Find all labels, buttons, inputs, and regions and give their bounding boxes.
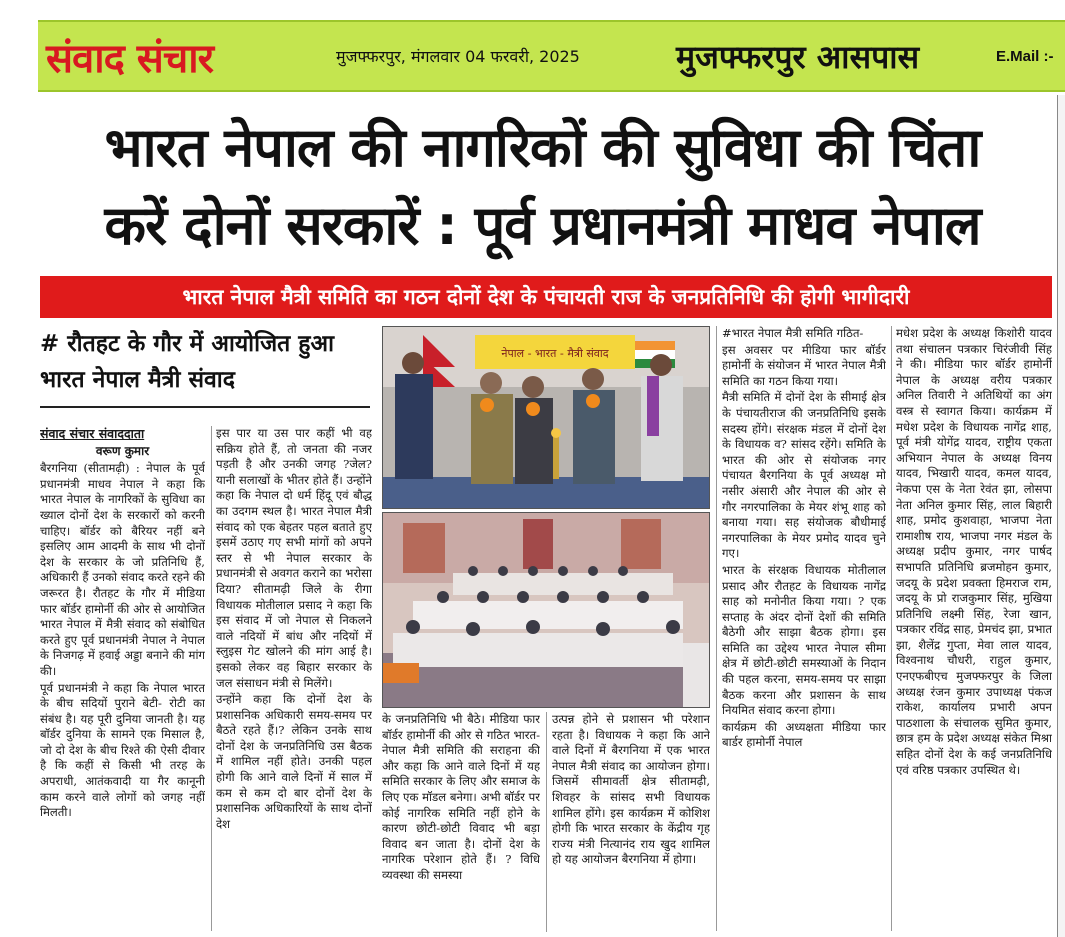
red-banner-text: भारत नेपाल मैत्री समिति का गठन दोनों देश के पंचायती राज के जनप्रतिनिधि की होगी भागीदारी [182,285,910,309]
photo-lamp-lighting-image [383,327,710,509]
headline-line-2: करें दोनों सरकारें : पूर्व प्रधानमंत्री माधव नेपाल [104,194,981,257]
paragraph: इस पार या उस पार कहीं भी वह सक्रिय होते हैं, तो जनता की नजर पड़ती है और उनकी जगह ?जेल? यानी सलाखों के भीतर होते हैं। उन्होंने कहा कि नेपाल दो धर्म हिंदू एवं बौद्ध का उदगम स्थल है। भारत नेपाल मैत्री संवाद को एक बेहतर पहल बताते हुए इसमें उठाए गए सभी मांगों को अपने स्तर से भी नेपाल सरकार के प्रधानमंत्री से अवगत कराने का भरोसा दिया? सीतामढ़ी जिले के रीगा विधायक मोतीलाल प्रसाद ने कहा कि इस संवाद में जो नेपाल से निकलने वाले नदियों में बांध और नदियों में स्लुइस गेट खोलने की मांग आई है। इसको लेकर वह बिहार सरकार के जल संसाधन मंत्री से मिलेंगे। [216,426,372,690]
red-subheadline-banner [40,276,1052,318]
column-divider [546,712,547,932]
article-column-4 [552,712,710,934]
adjacent-page-edge [1057,95,1065,937]
article-subhead: # रौतहट के गौर में आयोजित हुआ भारत नेपाल मैत्री संवाद [40,331,334,393]
photo-audience [382,512,710,708]
article-column-3 [382,712,540,934]
photo-lamp-lighting [382,326,710,509]
photo-audience-image [383,513,710,708]
paragraph: उत्पन्न होने से प्रशासन भी परेशान रहता है। विधायक ने कहा कि आने वाले दिनों में बैरगनिया में एक भारत नेपाल मैत्री संवाद का आयोजन होगा। जिसमें सीमावर्ती क्षेत्र सीतामढ़ी, शिवहर के सांसद सभी विधायक शामिल होंगे। इस कार्यक्रम में कोशिश होगी कि भारत सरकार के केंद्रीय गृह राज्य मंत्री नित्यानंद राय खुद शामिल हो यह आयोजन बैरगनिया में होगा। [552,712,710,867]
section-heading: #भारत नेपाल मैत्री समिति गठित- [722,326,864,340]
byline: संवाद संचार संवाददाता [40,426,145,441]
photo-banner-text: नेपाल - भारत - मैत्री संवाद [501,347,609,360]
paragraph: मैत्री समिति में दोनों देश के सीमाई क्षेत्र के पंचायतीराज की जनप्रतिनिधि इसके सदस्य होंगे। संरक्षक मंडल में दोनों देश के विधायक व? सांसद रहेंगे। समिति के भारत की ओर से संयोजक नगर पंचायत बैरगनिया के पूर्व अध्यक्ष मो नसीर अंसारी और नेपाल की ओर से गौर नगरपालिका के मेयर शंभू शाह को बनाया गया। सह संयोजक बौधीमाई नगरपालिका के मेयर प्रमोद यादव चुने गए। [722,390,886,561]
paragraph: पूर्व प्रधानमंत्री ने कहा कि नेपाल भारत के बीच सदियों पुराने बेटी- रोटी का संबंध है। यह पूरी दुनिया जानती है। यह बॉर्डर दुनिया के सामने एक मिसाल है, जो दो देश के बीच रिश्ते की ऐसी दीवार है कि कहीं से किसी भी तरह के अपराधी, आतंकवादी या गैर कानूनी काम करने वाले लोगों को जगह नहीं मिलती। [40,680,205,820]
subhead-divider [40,406,370,408]
column-divider [716,326,717,931]
paragraph: मधेश प्रदेश के अध्यक्ष किशोरी यादव तथा संचालन पत्रकार चिरंजीवी सिंह ने की। मीडिया फार बॉर्डर हामोर्नी नेपाल के अध्यक्ष वरीय पत्रकार अनिल तिवारी ने अतिथियों का अंग वस्त्र से स्वागत किया। कार्यक्रम में मधेश प्रदेश के विधायक नागेंद्र शाह, पूर्व मंत्री योगेंद्र यादव, राष्ट्रीय एकता अभियान नेपाल के अध्यक्ष विनय यादव, भिखारी यादव, कमल यादव, नेकपा एस के नेता रेवंत झा, लोसपा नेता अनिल कुमार सिंह, लाल बिहारी शाह, प्रमोद कुशवाहा, भाजपा नेता रामाशीष राय, भाजपा नगर मंडल के अध्यक्ष प्रदीप कुमार, नगर पार्षद सभापति प्रतिनिधि ब्रजमोहन कुमार, जदयू के प्रदेश प्रवक्ता हिमराज राम, जदयू के प्रो राजकुमार सिंह, मुखिया प्रतिनिधि लक्ष्मी सिंह, रेजा खान, पत्रकार रविंद्र साह, प्रेमचंद झा, प्रभात झा, शैलेंद्र गुप्ता, मेवा लाल यादव, विश्वनाथ चौधरी, राहुल कुमार, एनएफबीएच मुजफ्फरपुर के जिला अध्यक्ष रंजन कुमार उपाध्यक्ष पंकज राकेश, कार्यालय प्रभारी अपन पाठशाला के संचालक सुमित कुमार, छात्र हम के प्रदेश अध्यक्ष संकेत मिश्रा सहित दोनों देश के कई जनप्रतिनिधि एवं वरिष्ठ पत्रकार उपस्थित थे। [896,326,1052,777]
column-divider [891,326,892,931]
newspaper-brand: संवाद संचार [46,35,213,82]
article-column-2 [216,426,372,934]
author-name: वरूण कुमार [95,443,150,458]
masthead [38,20,1065,92]
article-column-1 [40,426,205,934]
paragraph: उन्होंने कहा कि दोनों देश के प्रशासनिक अधिकारी समय-समय पर बैठते रहते हैं।? लेकिन उनके साथ दोनों देश के जनप्रतिनिधि उस बैठक में शामिल नहीं होते। उनकी पहल होगी कि आने वाले दिनों में साल में कम से कम दो बार दोनों देश के प्रशासनिक अधिकारियों के साथ दोनों देश [216,692,372,831]
dateline: मुजफ्फरपुर, मंगलवार 04 फरवरी, 2025 [336,47,580,66]
article-column-5 [722,326,886,934]
paragraph: भारत के संरक्षक विधायक मोतीलाल प्रसाद और रौतहट के विधायक नागेंद्र साह को मनोनीत किया गया। ? एक सप्ताह के अंदर दोनों देशों की समिति बैठेगी और साझा बैठक होगा। इस समिति का उद्देश्य भारत नेपाल सीमा क्षेत्र में छोटी-छोटी समस्याओं के निदान की पहल करना, समय-समय पर साझा बैठक करना और प्रशासन के साथ नियमित संवाद करना होगा। [722,562,886,718]
email-label: E.Mail :- [996,47,1054,65]
section-title: मुजफ्फरपुर आसपास [676,37,920,76]
headline-line-1: भारत नेपाल की नागरिकों की सुविधा की चिंता [104,116,981,179]
paragraph: कार्यक्रम की अध्यक्षता मीडिया फार बार्डर हामोर्नी नेपाल [722,719,886,750]
article-column-6 [896,326,1052,934]
column-divider [211,426,212,931]
paragraph: बैरगनिया (सीतामढ़ी) : नेपाल के पूर्व प्रधानमंत्री माधव नेपाल ने कहा कि भारत नेपाल के नागरिकों के सुविधा का ख्याल दोनों देश के सरकारों को करनी चाहिए। बॉर्डर को बैरियर नहीं बने इसलिए आम आदमी के साथ भी दोनों देश के सरकार के जो प्रतिनिधि हैं, अधिकारी हैं उनको संवाद करते रहने की जरूरत है। रौतहट के गौर में मीडिया फार बॉर्डर हामोर्नी की ओर से आयोजित भारत नेपाल में मैत्री संवाद को संबोधित करते हुए पूर्व प्रधानमंत्री नेपाल ने नेपाल के निजगढ़ में हवाई अड्डा बनाने की मांग की। [40,461,205,678]
paragraph: इस अवसर पर मीडिया फार बॉर्डर हामोर्नी के संयोजन में भारत नेपाल मैत्री समिति का गठन किया गया। [722,342,886,388]
paragraph: के जनप्रतिनिधि भी बैठे। मीडिया फार बॉर्डर हामोर्नी की ओर से गठित भारत- नेपाल मैत्री समिति की सराहना की और कहा कि आने वाले दिनों में यह समिति सरकार के लिए और समाज के लिए एक मॉडल बनेगा। अभी बॉर्डर पर कोई नागरिक समिति नहीं होने के कारण छोटी-छोटी विवाद भी बड़ा विवाद बन जाता है। दोनों देश के नागरिक परेशान होते हैं। ? विधि व्यवस्था की समस्या [382,712,540,882]
